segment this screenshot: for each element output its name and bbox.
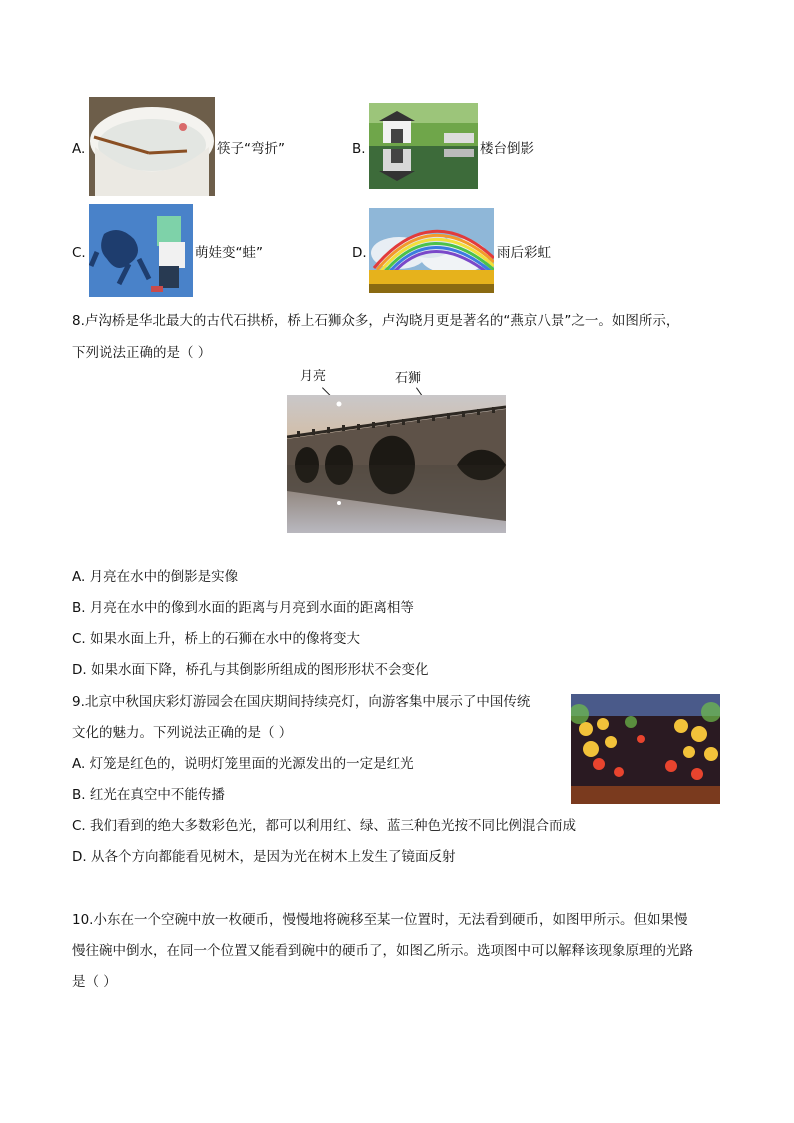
q8-option-d: D. 如果水面下降，桥孔与其倒影所组成的图形形状不会变化	[72, 662, 429, 678]
option-a-text: 筷子“弯折”	[217, 141, 285, 157]
q9-option-c: C. 我们看到的绝大多数彩色光，都可以利用红、绿、蓝三种色光按不同比例混合而成	[72, 818, 577, 834]
q9-stem-line2: 文化的魅力。下列说法正确的是（ ）	[72, 725, 293, 741]
q9-option-d: D. 从各个方向都能看见树木，是因为光在树木上发生了镜面反射	[72, 849, 456, 865]
q8-option-a: A. 月亮在水中的倒影是实像	[72, 569, 239, 585]
q9-stem-line1: 9.北京中秋国庆彩灯游园会在国庆期间持续亮灯，向游客集中展示了中国传统	[72, 694, 531, 710]
q10-stem-line2: 慢往碗中倒水，在同一个位置又能看到碗中的硬币了，如图乙所示。选项图中可以解释该现象原理的光路	[72, 943, 693, 959]
q8-stem-line1: 8.卢沟桥是华北最大的古代石拱桥，桥上石狮众多，卢沟晓月更是著名的“燕京八景”之一。如图所示，	[72, 313, 680, 329]
option-d-letter: D.	[352, 245, 367, 261]
q8-stem-line2: 下列说法正确的是（ ）	[72, 345, 212, 361]
lantern-festival-image	[571, 694, 720, 804]
child-shadow-frog-image	[89, 204, 193, 297]
q9-option-b: B. 红光在真空中不能传播	[72, 787, 225, 803]
q8-option-b: B. 月亮在水中的像到水面的距离与月亮到水面的距离相等	[72, 600, 414, 616]
option-d-text: 雨后彩虹	[497, 245, 551, 261]
option-c-text: 萌娃变“蛙”	[195, 245, 263, 261]
moon-label: 月亮	[300, 369, 327, 384]
option-a-letter: A.	[72, 141, 86, 157]
q10-stem-line1: 10.小东在一个空碗中放一枚硬币，慢慢地将碗移至某一位置时，无法看到硬币，如图甲所示。但如果慢	[72, 912, 688, 928]
q10-stem-line3: 是（ ）	[72, 974, 117, 990]
option-b-letter: B.	[352, 141, 366, 157]
q8-option-c: C. 如果水面上升，桥上的石狮在水中的像将变大	[72, 631, 361, 647]
option-c-letter: C.	[72, 245, 86, 261]
pavilion-reflection-image	[369, 103, 478, 189]
lion-label: 石狮	[395, 371, 422, 386]
q9-option-a: A. 灯笼是红色的，说明灯笼里面的光源发出的一定是红光	[72, 756, 414, 772]
rainbow-sunflower-image	[369, 208, 494, 293]
option-b-text: 楼台倒影	[480, 141, 534, 157]
lugou-bridge-image	[287, 395, 506, 533]
chopsticks-bowl-image	[89, 97, 215, 196]
